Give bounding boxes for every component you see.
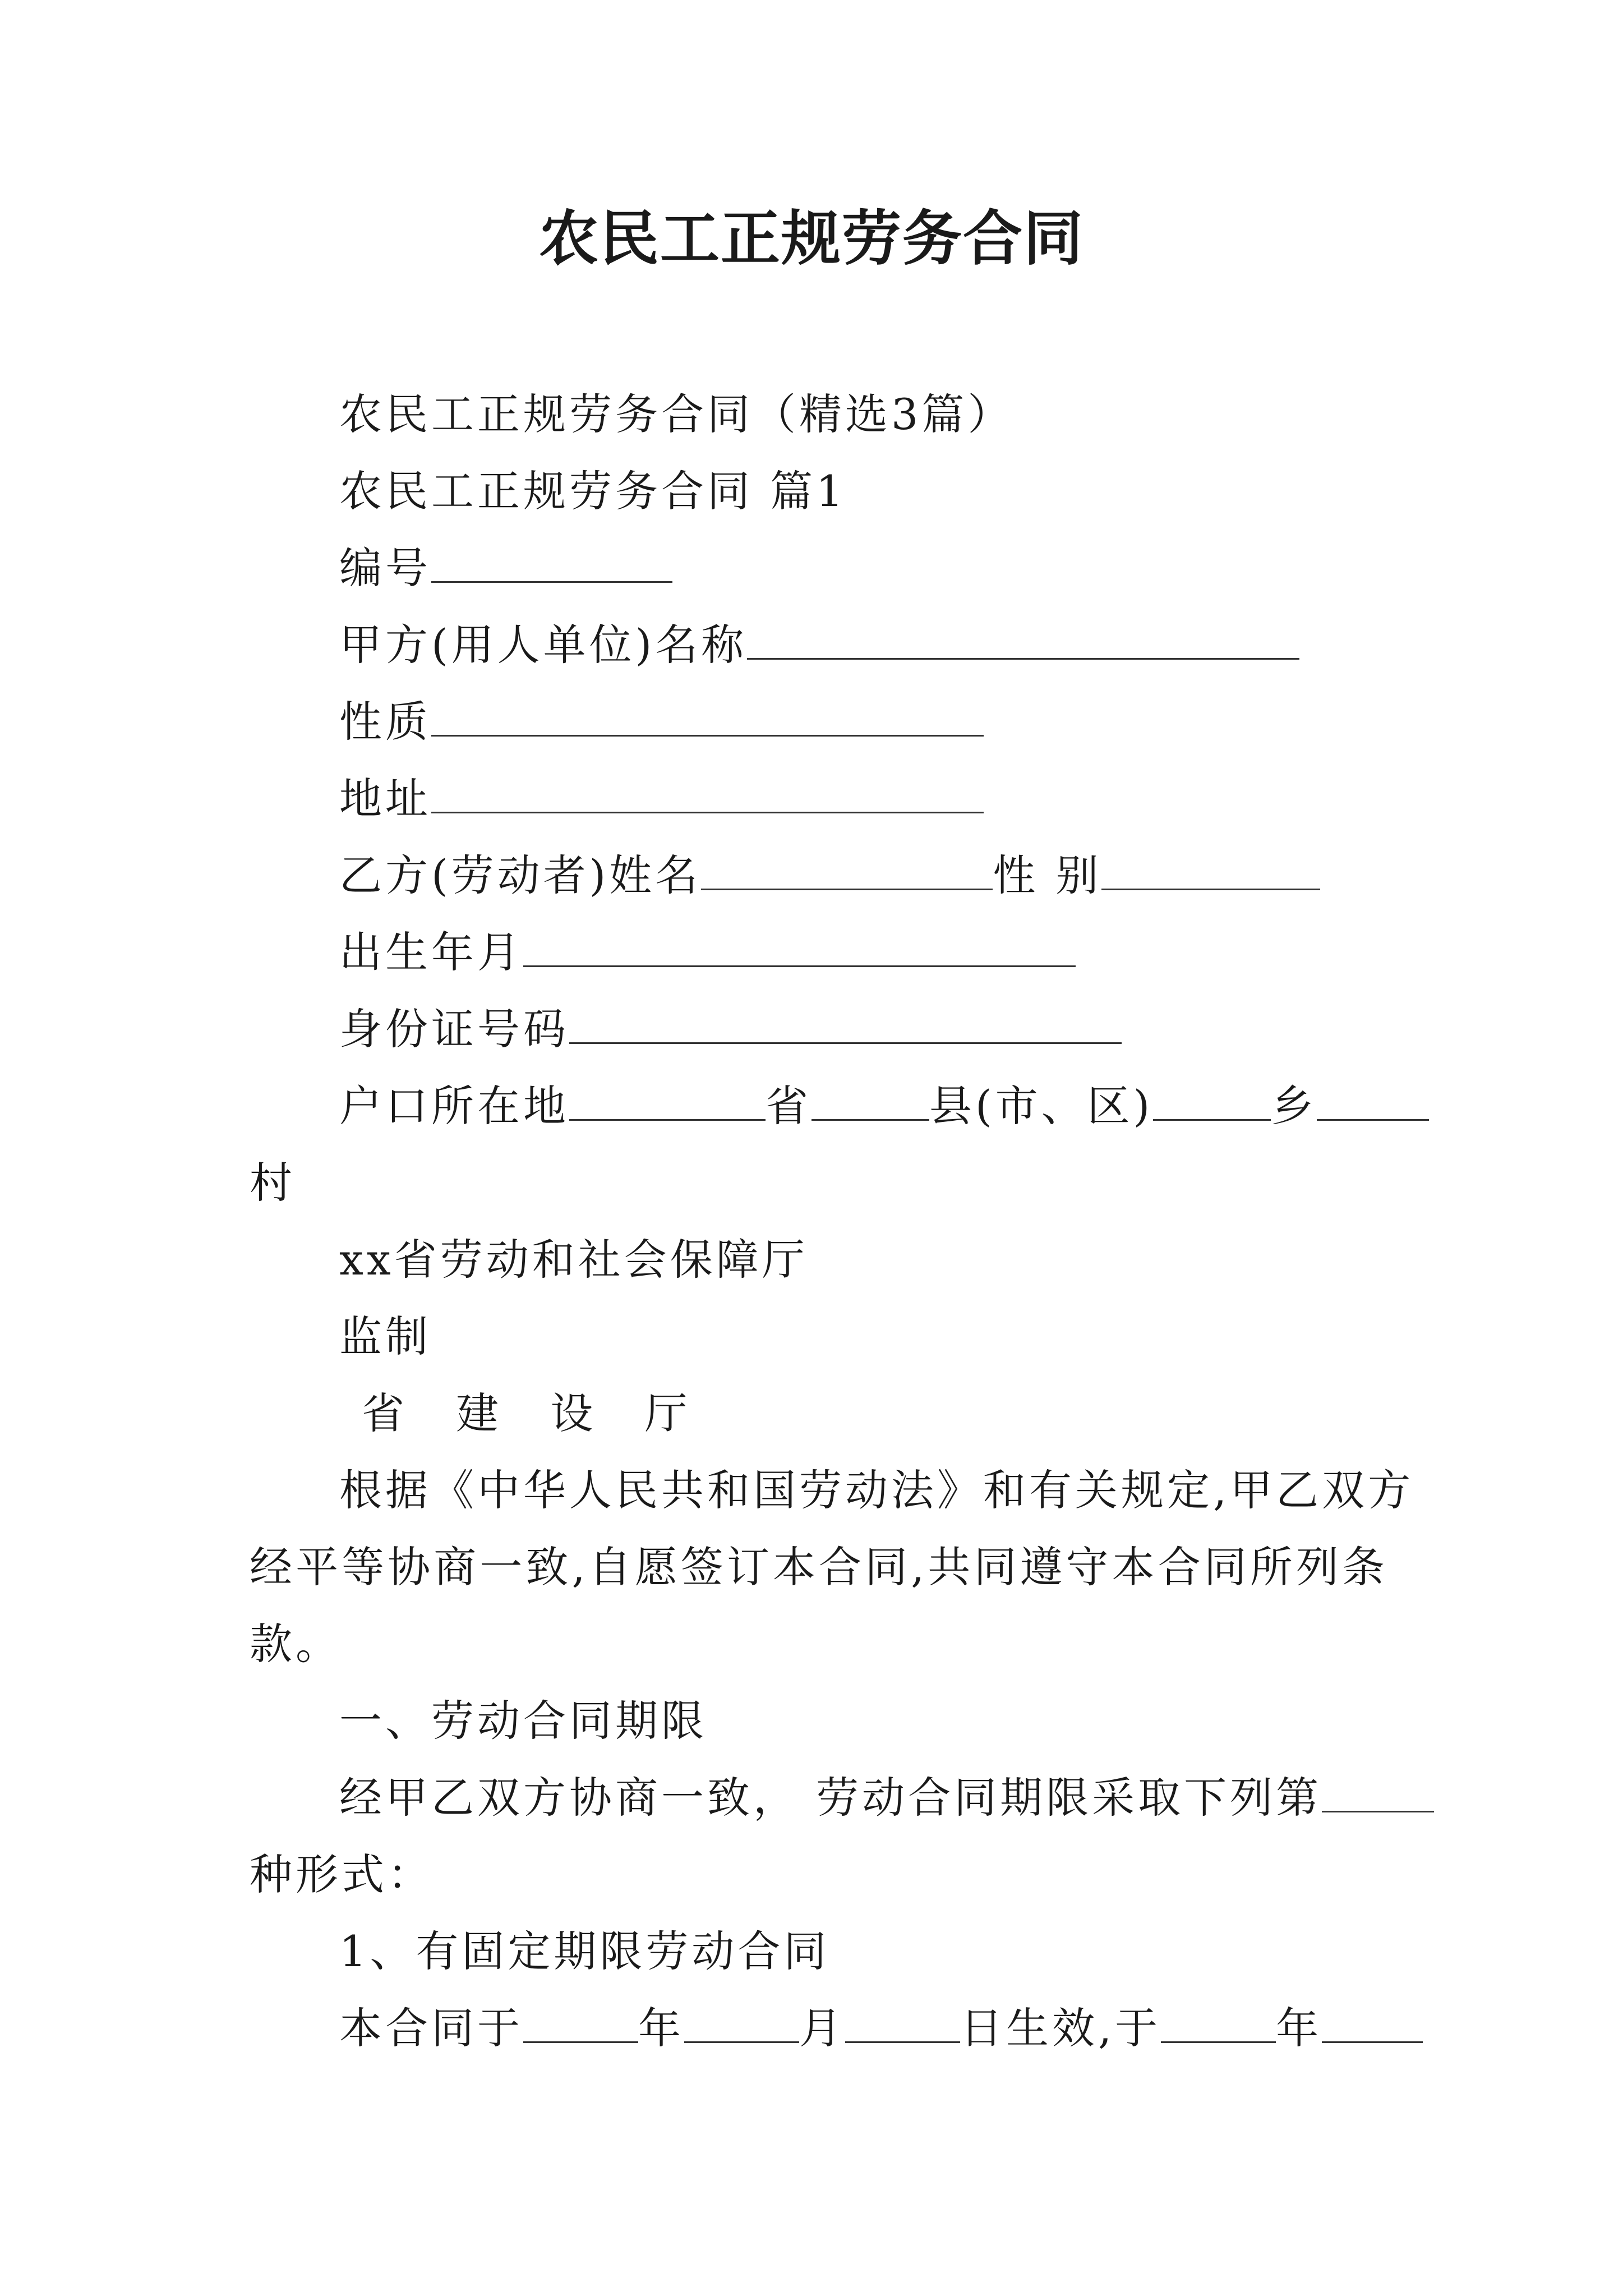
party-b-blank[interactable] (701, 856, 993, 890)
effective-day-blank[interactable] (845, 2009, 960, 2043)
county-label: 县(市、区) (929, 1081, 1154, 1131)
section-1-heading: 一、劳动合同期限 (339, 1696, 707, 1746)
address-blank[interactable] (431, 779, 984, 813)
birth-field (250, 914, 1388, 991)
nature-label: 性质 (339, 697, 431, 747)
effective-month-blank[interactable] (684, 2009, 799, 2043)
term-line-2: 种形式： (250, 1849, 434, 1899)
birth-blank[interactable] (523, 933, 1076, 967)
gender-label: 性 别 (993, 850, 1102, 900)
number-field (250, 530, 1388, 606)
nature-blank[interactable] (431, 702, 984, 737)
preamble-line-3: 款。 (250, 1619, 342, 1669)
party-a-blank[interactable] (747, 625, 1299, 660)
birth-label: 出生年月 (339, 927, 523, 977)
id-field (250, 991, 1388, 1068)
party-b-label: 乙方(劳动者)姓名 (339, 850, 702, 900)
department-line: 省 建 设 厅 (362, 1388, 707, 1438)
term-text: 经甲乙双方协商一致， 劳动合同期限采取下列第 (339, 1773, 1322, 1823)
effective-year-blank[interactable] (523, 2009, 638, 2043)
nature-field (250, 683, 1388, 760)
effective-line (250, 1990, 1388, 2067)
number-label: 编号 (339, 543, 431, 593)
preamble-line-1: 根据《中华人民共和国劳动法》和有关规定,甲乙双方 (339, 1465, 1414, 1515)
preamble-line-2: 经平等协商一致,自愿签订本合同,共同遵守本合同所列条 (250, 1542, 1388, 1592)
address-field (250, 760, 1388, 837)
party-a-field (250, 606, 1388, 683)
end-year-blank[interactable] (1161, 2009, 1276, 2043)
number-blank[interactable] (431, 549, 672, 583)
party-a-label: 甲方(用人单位)名称 (339, 620, 748, 670)
province-label: 省 (766, 1081, 811, 1131)
hukou-blank[interactable] (569, 1087, 766, 1121)
address-label: 地址 (339, 774, 431, 823)
party-b-field (250, 837, 1388, 914)
province-blank[interactable] (811, 1087, 929, 1121)
id-label: 身份证号码 (339, 1004, 569, 1054)
id-blank[interactable] (569, 1010, 1122, 1044)
county-blank[interactable] (1153, 1087, 1271, 1121)
subtitle: 农民工正规劳务合同（精选3篇） (339, 389, 1014, 439)
supervised-line: 监制 (339, 1312, 431, 1361)
effective-prefix: 本合同于 (339, 2003, 523, 2053)
gender-blank[interactable] (1101, 856, 1320, 890)
end-month-blank[interactable] (1322, 2009, 1423, 2043)
document-body (250, 376, 1414, 2067)
chapter-heading: 农民工正规劳务合同 篇1 (339, 466, 847, 516)
issuer-line: xx省劳动和社会保障厅 (339, 1235, 808, 1285)
term-line-1 (250, 1759, 1388, 1836)
term-blank[interactable] (1322, 1778, 1434, 1812)
document-title: 农民工正规劳务合同 (539, 203, 1084, 273)
township-label: 乡 (1271, 1081, 1317, 1131)
effective-year-label: 年 (638, 2003, 684, 2053)
end-year-label: 年 (1276, 2003, 1322, 2053)
hukou-label: 户口所在地 (339, 1081, 569, 1131)
village-line: 村 (250, 1158, 296, 1208)
item-1: 1、有固定期限劳动合同 (339, 1926, 830, 1976)
hukou-field (250, 1068, 1388, 1144)
effective-month-label: 月 (799, 2003, 845, 2053)
township-blank[interactable] (1317, 1087, 1429, 1121)
effective-day-label: 日生效,于 (960, 2003, 1161, 2053)
